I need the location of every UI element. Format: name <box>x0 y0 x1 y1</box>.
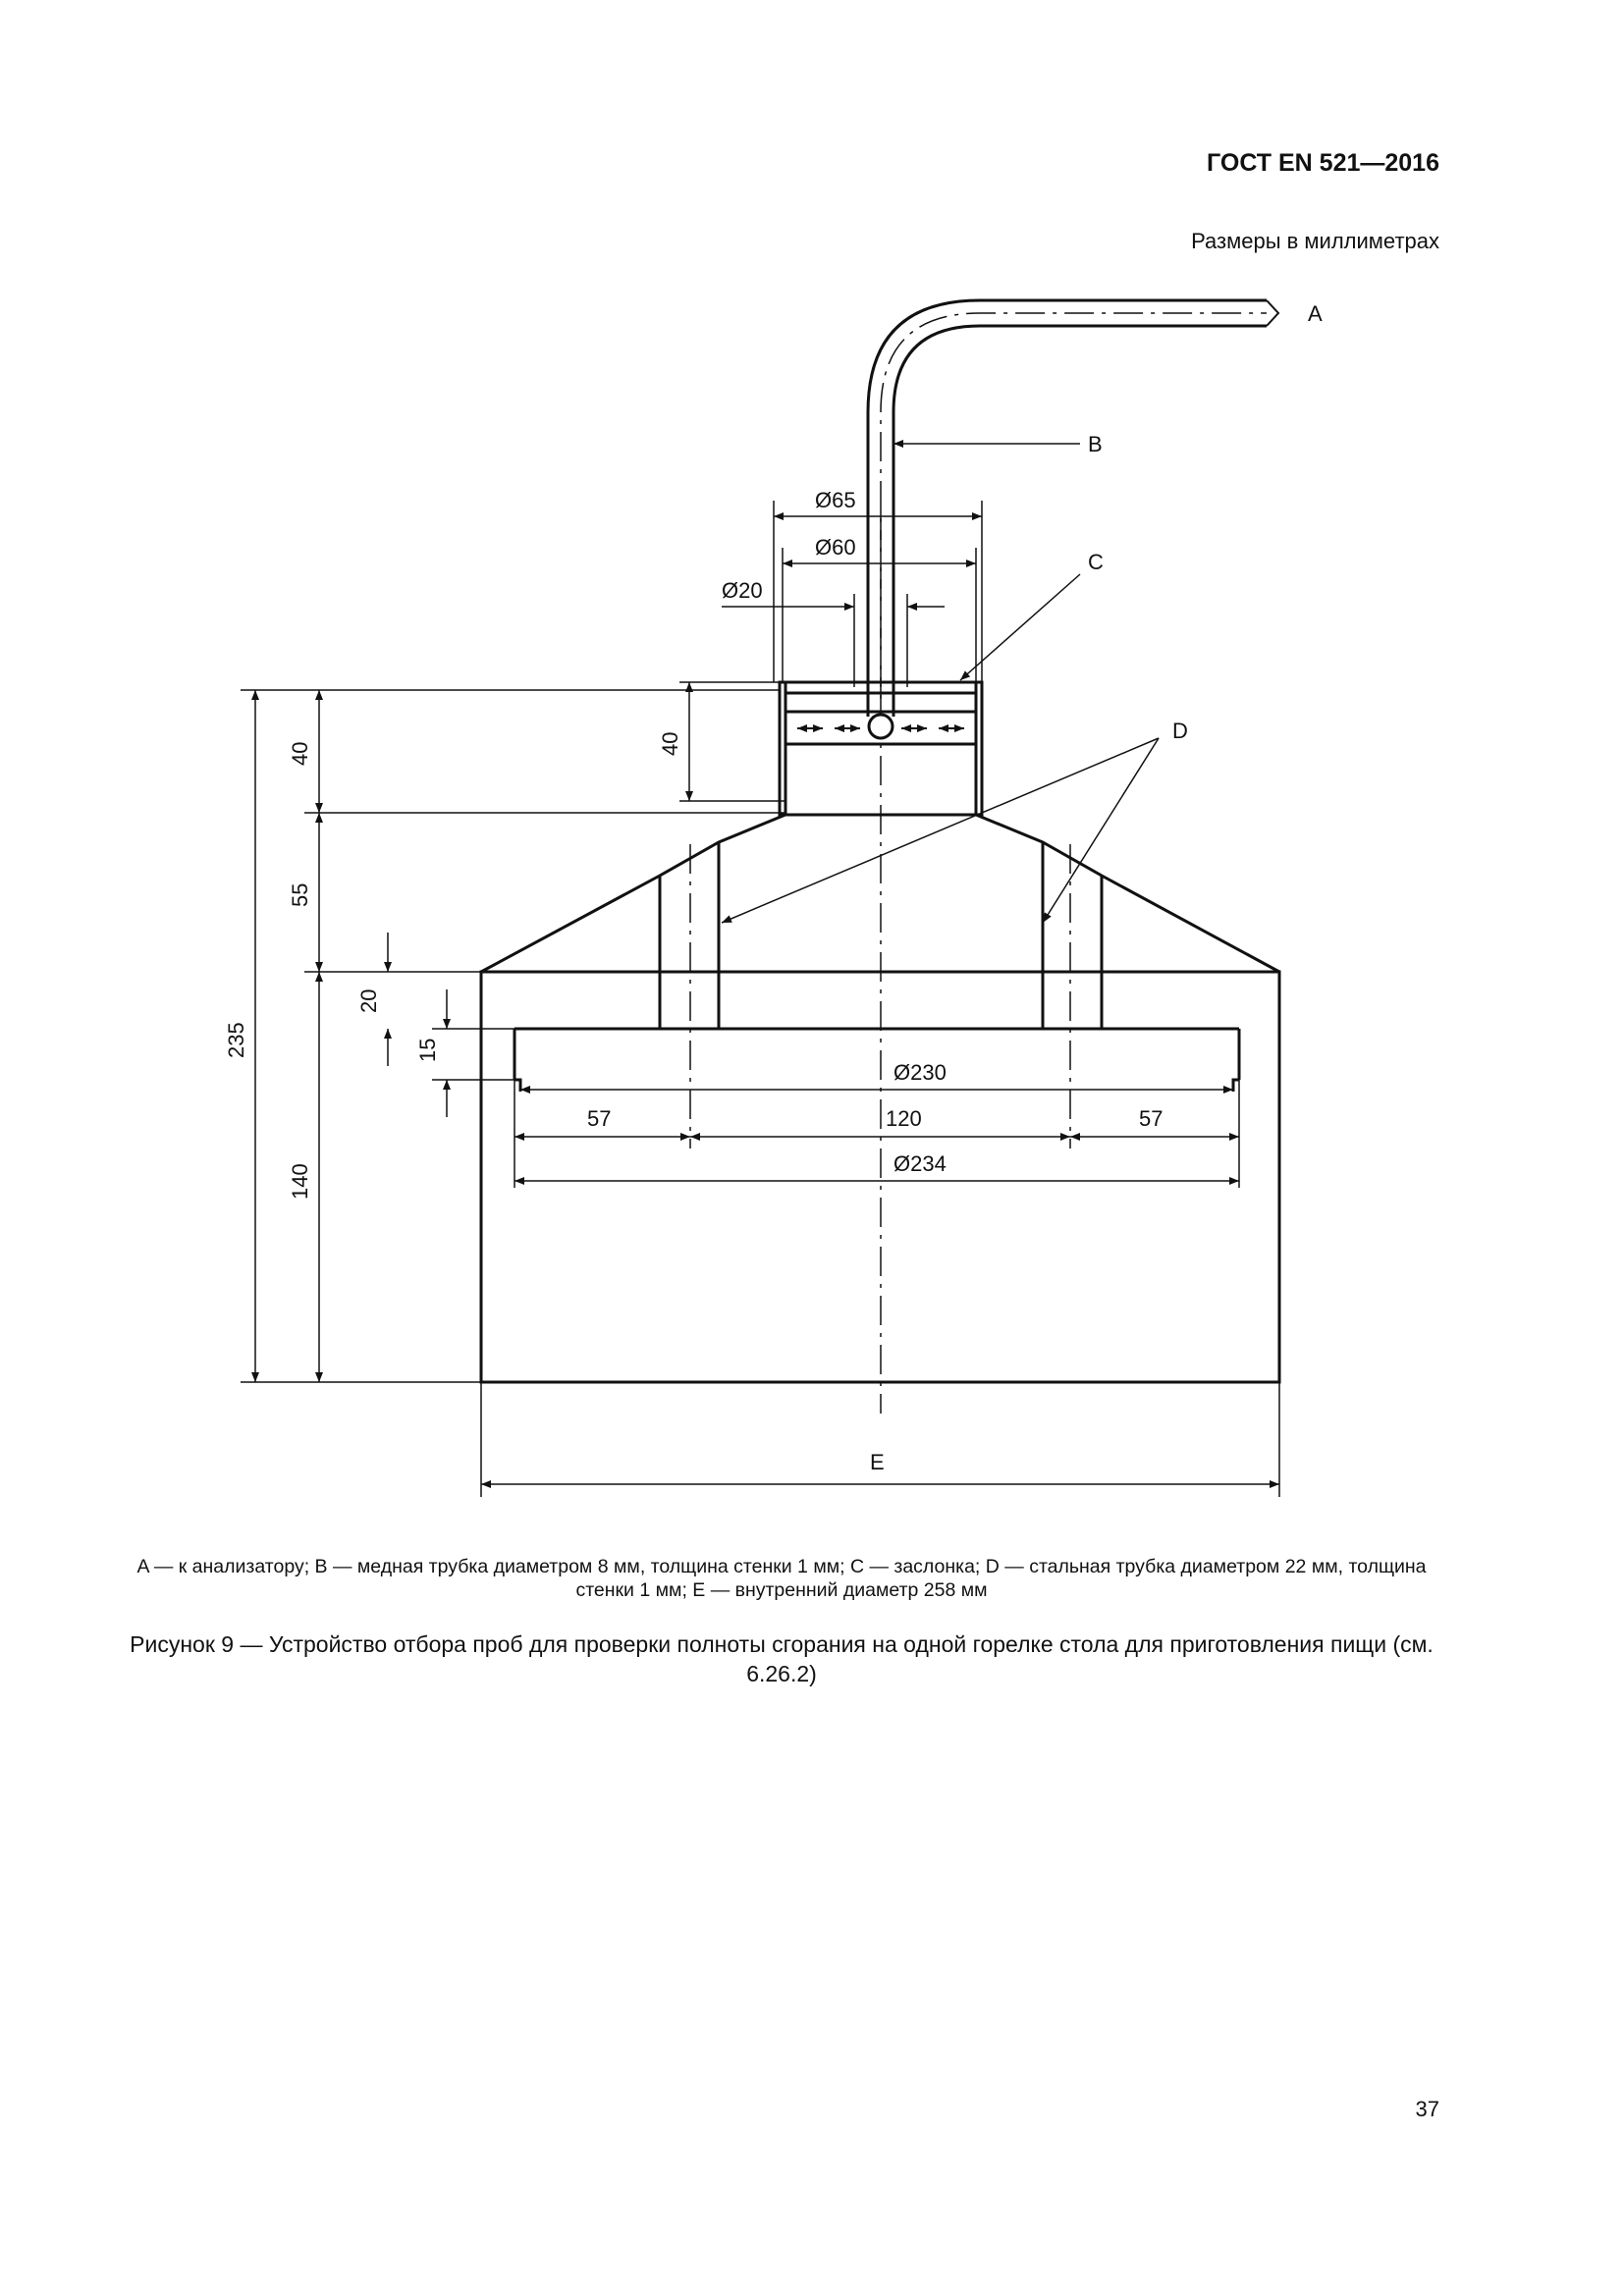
dim-w120: 120 <box>886 1106 922 1131</box>
label-e: E <box>870 1450 885 1474</box>
page-number: 37 <box>1415 2097 1439 2121</box>
dim-d60: Ø60 <box>815 535 856 560</box>
label-d: D <box>1172 719 1188 743</box>
label-a: A <box>1308 301 1323 326</box>
units-note: Размеры в миллиметрах <box>1191 229 1439 253</box>
dim-h40-collar: 40 <box>658 731 682 756</box>
dim-h20: 20 <box>356 988 381 1013</box>
dim-d234: Ø234 <box>893 1151 947 1176</box>
label-c: C <box>1088 550 1104 574</box>
dim-w57-left: 57 <box>587 1106 612 1131</box>
dim-h40: 40 <box>288 741 312 766</box>
dim-h55: 55 <box>288 882 312 907</box>
figure-caption: Рисунок 9 — Устройство отбора проб для проверки полноты сгорания на одной горелке стола для приготовления пищи (см. 6.26.2) <box>130 1631 1434 1686</box>
copper-tube <box>868 300 1278 717</box>
dim-w57-right: 57 <box>1139 1106 1164 1131</box>
standard-header: ГОСТ EN 521—2016 <box>1207 149 1439 177</box>
center-lines <box>687 510 1070 1414</box>
dimension-lines <box>255 516 1279 1484</box>
dim-d230: Ø230 <box>893 1060 947 1085</box>
label-b: B <box>1088 432 1103 456</box>
extension-lines <box>241 501 1279 1497</box>
dim-d65: Ø65 <box>815 488 856 512</box>
dim-h140: 140 <box>288 1163 312 1200</box>
dim-d20: Ø20 <box>722 578 763 603</box>
dim-h15: 15 <box>415 1038 440 1062</box>
dim-h235: 235 <box>224 1022 248 1058</box>
figure-legend: A — к анализатору; B — медная трубка диаметром 8 мм, толщина стенки 1 мм; C — заслонка; D — стальная трубка диаметром 22 мм, толщина стенки 1 мм; E — внутренний диаметр 258 мм <box>136 1556 1427 1601</box>
